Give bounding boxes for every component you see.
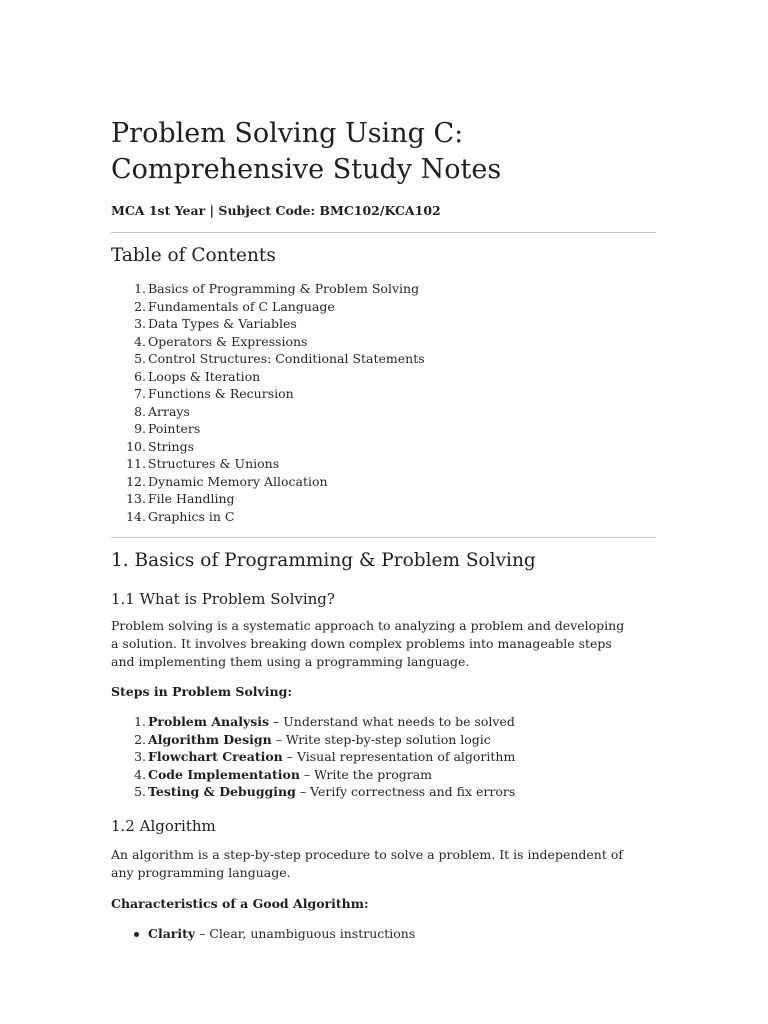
toc-item-number: 10. — [126, 438, 146, 454]
subsection-heading: 1.1 What is Problem Solving? — [111, 590, 335, 608]
toc-item-label: Arrays — [148, 403, 190, 419]
toc-item-label: Operators & Expressions — [148, 333, 308, 349]
step-description: – Write the program — [299, 766, 433, 782]
document-subtitle: MCA 1st Year | Subject Code: BMC102/KCA102 — [111, 203, 441, 218]
list-item-number: 5. — [134, 784, 146, 799]
toc-heading: Table of Contents — [111, 245, 276, 266]
paragraph: Problem solving is a systematic approach to analyzing a problem and developing a solution. It involves breaking down complex problems into manageable steps and implementing them using a programming language. — [111, 618, 625, 669]
document-title: Problem Solving Using C: Comprehensive Study Notes — [111, 118, 502, 185]
section-heading: 1. Basics of Programming & Problem Solving — [111, 550, 536, 571]
toc-item-number: 1. — [134, 281, 146, 296]
bullet-icon — [134, 932, 139, 937]
toc-item[interactable] — [111, 455, 425, 473]
toc-item[interactable] — [111, 508, 425, 526]
list-item — [111, 731, 515, 749]
toc-item-number: 12. — [126, 473, 146, 489]
toc-item-number: 5. — [134, 351, 146, 366]
toc-item-label: Fundamentals of C Language — [148, 298, 335, 314]
list-item-number: 2. — [134, 731, 146, 747]
toc-item-number: 3. — [134, 316, 146, 331]
step-term: Flowchart Creation — [148, 749, 283, 764]
list-item-number: 4. — [134, 766, 146, 782]
toc-item-number: 14. — [126, 508, 146, 524]
subsection-heading: 1.2 Algorithm — [111, 817, 216, 835]
toc-item-label: Control Structures: Conditional Statements — [148, 351, 425, 366]
toc-item[interactable] — [111, 368, 425, 386]
toc-item[interactable] — [111, 280, 425, 298]
step-description: – Verify correctness and fix errors — [295, 784, 516, 799]
toc-item[interactable] — [111, 385, 425, 403]
toc-item[interactable] — [111, 350, 425, 368]
toc-item[interactable] — [111, 333, 425, 351]
characteristics-list — [111, 925, 415, 943]
toc-item-label: Strings — [148, 438, 195, 454]
divider — [111, 537, 656, 538]
toc-item[interactable] — [111, 438, 425, 456]
toc-item[interactable] — [111, 490, 425, 508]
toc-item-label: Loops & Iteration — [148, 368, 261, 384]
step-description: – Understand what needs to be solved — [269, 714, 515, 729]
toc-item-label: Basics of Programming & Problem Solving — [148, 281, 420, 296]
toc-item[interactable] — [111, 403, 425, 421]
paragraph: An algorithm is a step-by-step procedure to solve a problem. It is independent of any programming language. — [111, 847, 624, 880]
step-description: – Visual representation of algorithm — [282, 749, 516, 764]
list-item — [111, 766, 515, 784]
list-item-number: 1. — [134, 714, 146, 729]
toc-item-number: 2. — [134, 298, 146, 314]
toc-item-number: 6. — [134, 368, 146, 384]
step-term: Code Implementation — [148, 766, 300, 782]
list-item-number: 3. — [134, 749, 146, 764]
list-item — [111, 925, 415, 943]
toc-item-number: 11. — [126, 456, 146, 471]
characteristic-term: Clarity — [148, 926, 196, 941]
characteristic-description: – Clear, unambiguous instructions — [195, 926, 416, 941]
steps-label: Steps in Problem Solving: — [111, 684, 292, 699]
toc-item[interactable] — [111, 420, 425, 438]
toc-item-number: 8. — [134, 403, 146, 419]
toc-item-number: 7. — [134, 386, 146, 401]
step-description: – Write step-by-step solution logic — [271, 731, 491, 747]
toc-item-label: Functions & Recursion — [148, 386, 294, 401]
step-term: Problem Analysis — [148, 714, 270, 729]
toc-item-label: Structures & Unions — [148, 456, 280, 471]
toc-item-label: Dynamic Memory Allocation — [148, 473, 328, 489]
divider — [111, 232, 656, 233]
toc-item-label: Pointers — [148, 421, 201, 436]
step-term: Testing & Debugging — [148, 784, 296, 799]
toc-item[interactable] — [111, 315, 425, 333]
list-item — [111, 783, 515, 801]
list-item — [111, 713, 515, 731]
toc-list — [111, 280, 425, 525]
toc-item[interactable] — [111, 298, 425, 316]
toc-item-label: Data Types & Variables — [148, 316, 297, 331]
step-term: Algorithm Design — [148, 731, 272, 747]
steps-list — [111, 713, 515, 801]
list-item — [111, 748, 515, 766]
toc-item-label: File Handling — [148, 491, 235, 506]
toc-item-number: 13. — [126, 491, 146, 506]
toc-item-number: 4. — [134, 333, 146, 349]
toc-item-label: Graphics in C — [148, 508, 235, 524]
characteristics-label: Characteristics of a Good Algorithm: — [111, 896, 369, 911]
toc-item-number: 9. — [134, 421, 146, 436]
toc-item[interactable] — [111, 473, 425, 491]
